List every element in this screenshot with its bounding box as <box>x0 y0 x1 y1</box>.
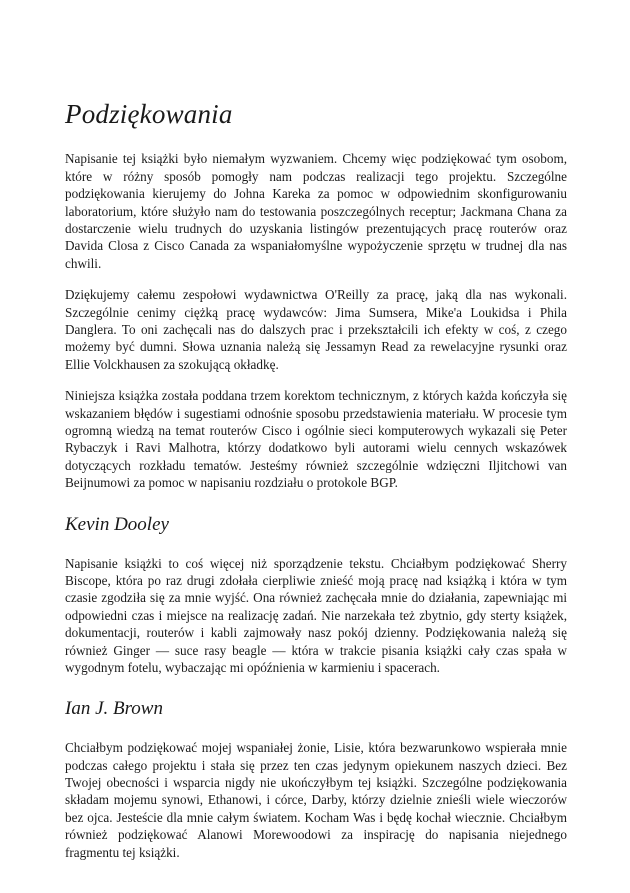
acknowledgements-intro <box>65 150 567 491</box>
kevin-dooley-paragraph: Napisanie książki to coś więcej niż sporządzenie tekstu. Chciałbym podziękować Sherry Biscope, która po raz drugi zdołała cierpliwie znieść moją pracę nad książką i która w tym czasie zgodziła się za mnie wyjść. Ona również zachęcała mnie do działania, zapewniając mi odpowiedni czas i miejsce na realizację zadań. Nie narzekała też zbytnio, gdy sterty książek, dokumentacji, routerów i kabli zajmowały nasz pokój dzienny. Podziękowania należą się również Ginger — suce rasy beagle — która w trakcie pisania książki cały czas spała w wygodnym fotelu, wybaczając mi opóźnienia w karmieniu i spacerach. <box>65 555 567 675</box>
ian-brown-paragraph: Chciałbym podziękować mojej wspaniałej żonie, Lisie, która bezwarunkowo wspierała mnie podczas całego projektu i stała się przez ten czas jedynym opiekunem naszych dzieci. Bez Twojej obecności i wsparcia nigdy nie ukończyłbym tej książki. Szczególne podziękowania składam mojemu synowi, Ethanowi, i córce, Darby, którzy dzielnie znieśli wiele wieczorów bez ojca. Jesteście dla mnie całym światem. Kocham Was i będę kochał wiecznie. Chciałbym również podziękować Alanowi Morewoodowi za inspirację do napisania niejednego fragmentu tej książki. <box>65 740 567 860</box>
ian-brown-heading: Ian J. Brown <box>65 698 163 720</box>
intro-paragraph-1: Napisanie tej książki było niemałym wyzwaniem. Chcemy więc podziękować tym osobom, które w różny sposób pomogły nam podczas realizacji tego projektu. Szczególne podziękowania kierujemy do Johna Kareka za pomoc w odpowiednim skonfigurowaniu laboratorium, które służyło nam do testowania poszczególnych receptur; Jackmana Chana za dostarczenie wielu trudnych do uzyskania listingów prezentujących pracę routerów oraz Davida Closa z Cisco Canada za wspaniałomyślne wypożyczenie sprzętu w trudnej dla nas chwili. <box>65 151 567 271</box>
intro-paragraph-2: Dziękujemy całemu zespołowi wydawnictwa O'Reilly za pracę, jaką dla nas wykonali. Szczególnie cenimy ciężką pracę wydawców: Jima Sumsera, Mike'a Loukidsa i Phila Danglera. To oni zachęcali nas do dalszych prac i przekształcili ich efekty w coś, z czego możemy być dumni. Słowa uznania należą się Jessamyn Read za rewelacyjne rysunki oraz Ellie Volckhausen za szokującą okładkę. <box>65 287 567 372</box>
page-title: Podziękowania <box>65 99 233 129</box>
intro-paragraph-3: Niniejsza książka została poddana trzem korektom technicznym, z których każda kończyła się wskazaniem błędów i sugestiami odnośnie sposobu przedstawienia materiału. W procesie tym ogromną wiedzą na temat routerów Cisco i ogólnie sieci komputerowych wykazali się Peter Rybaczyk i Ravi Malhotra, którzy dodatkowo byli autorami wielu cennych wskazówek dotyczących rozkładu tematów. Jesteśmy również szczególnie wdzięczni Iljitchowi van Beijnumowi za pomoc w napisaniu rozdziału o protokole BGP. <box>65 388 567 491</box>
kevin-dooley-section <box>65 514 567 677</box>
page-content <box>65 98 567 875</box>
ian-brown-section <box>65 698 567 861</box>
kevin-dooley-heading: Kevin Dooley <box>65 513 169 535</box>
